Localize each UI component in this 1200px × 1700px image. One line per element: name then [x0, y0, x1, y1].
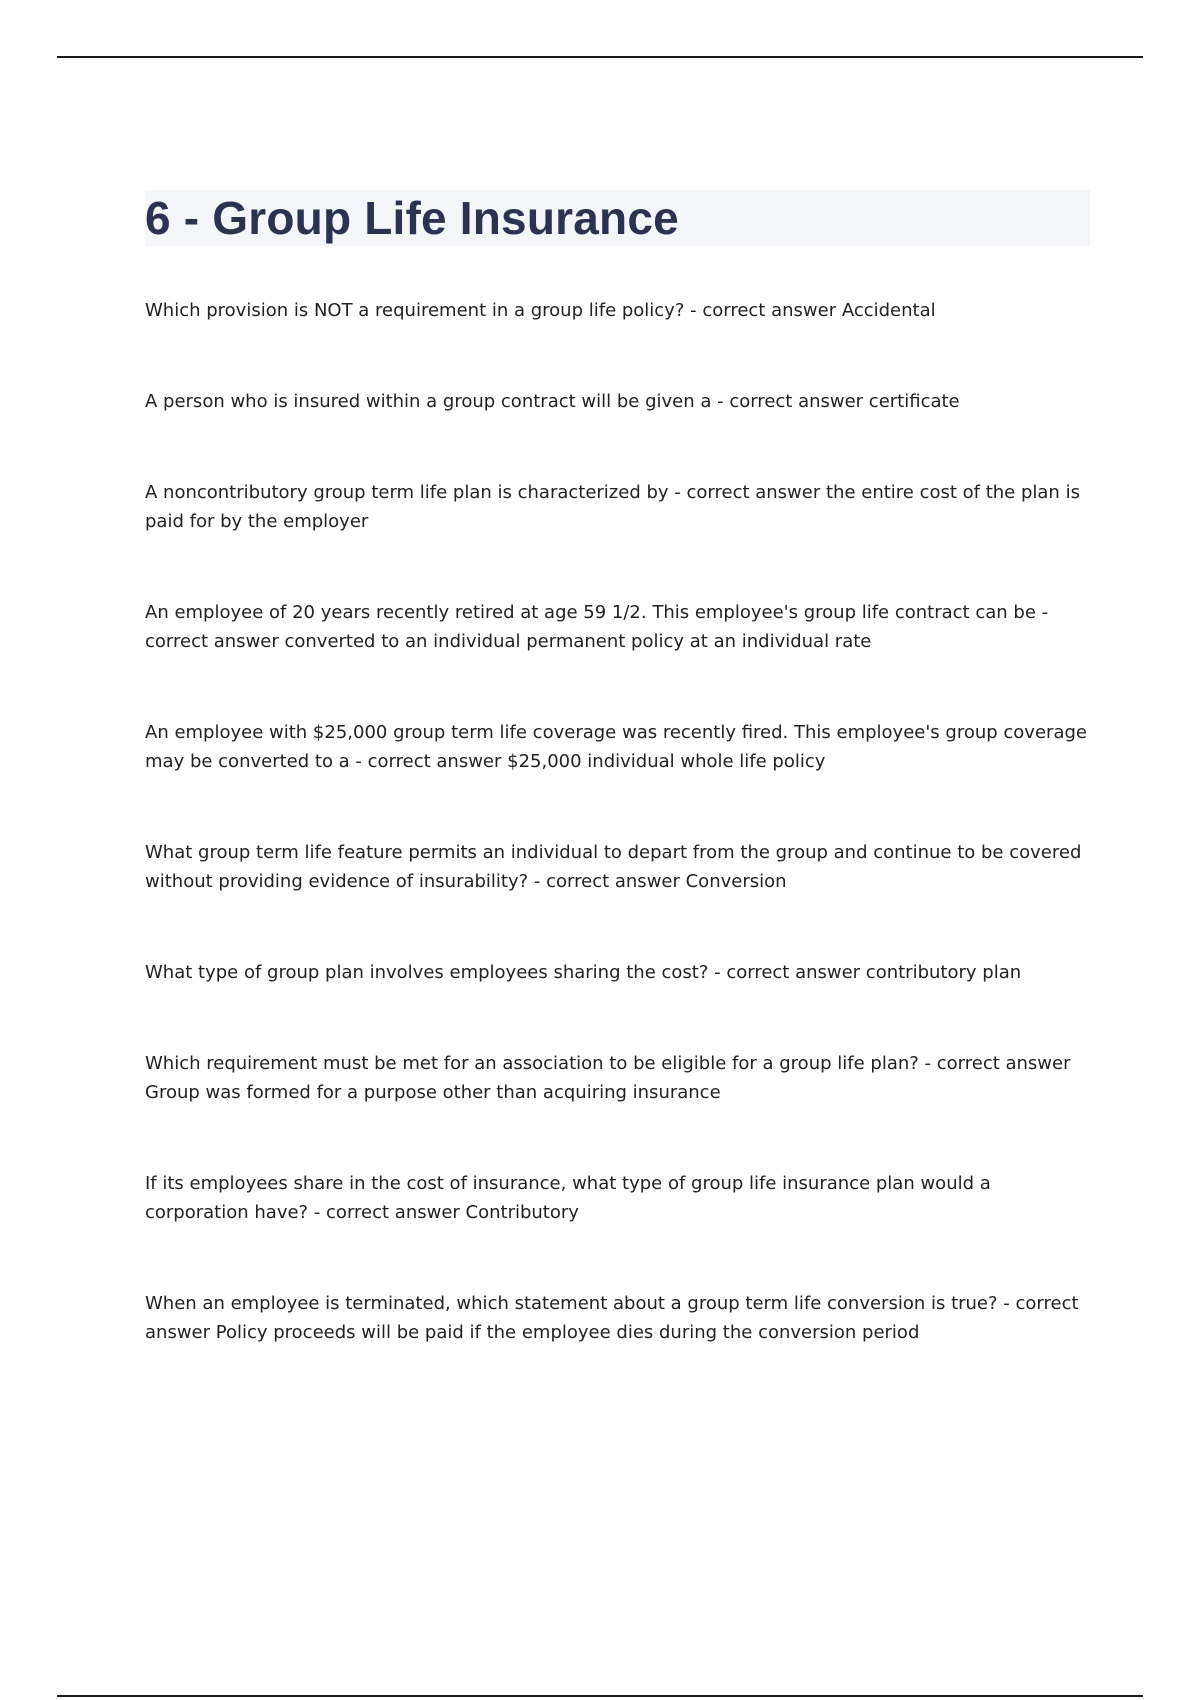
title-band — [145, 190, 1090, 246]
qa-item: When an employee is terminated, which statement about a group term life conversion is true? - correct answer Policy proceeds will be paid if the employee dies during the conversion period — [145, 1293, 1079, 1343]
qa-item: A person who is insured within a group contract will be given a - correct answer certificate — [145, 391, 960, 412]
top-rule — [57, 56, 1143, 58]
qa-item: Which requirement must be met for an association to be eligible for a group life plan? - correct answer Group was formed for a purpose other than acquiring insurance — [145, 1053, 1071, 1103]
qa-item: Which provision is NOT a requirement in a group life policy? - correct answer Accidental — [145, 300, 936, 321]
bottom-rule — [57, 1695, 1143, 1697]
qa-item: What type of group plan involves employees sharing the cost? - correct answer contributory plan — [145, 962, 1022, 983]
qa-item: An employee with $25,000 group term life coverage was recently fired. This employee's group coverage may be converted to a - correct answer $25,000 individual whole life policy — [145, 722, 1087, 772]
document-body — [145, 190, 1090, 1409]
qa-item: A noncontributory group term life plan is characterized by - correct answer the entire cost of the plan is paid for by the employer — [145, 482, 1080, 532]
qa-list — [145, 296, 1090, 1347]
qa-item: If its employees share in the cost of insurance, what type of group life insurance plan would a corporation have? - correct answer Contributory — [145, 1173, 991, 1223]
page-title: 6 - Group Life Insurance — [145, 192, 679, 244]
qa-item: What group term life feature permits an individual to depart from the group and continue to be covered without providing evidence of insurability? - correct answer Conversion — [145, 842, 1082, 892]
qa-item: An employee of 20 years recently retired at age 59 1/2. This employee's group life contract can be - correct answer converted to an individual permanent policy at an individual rate — [145, 602, 1049, 652]
